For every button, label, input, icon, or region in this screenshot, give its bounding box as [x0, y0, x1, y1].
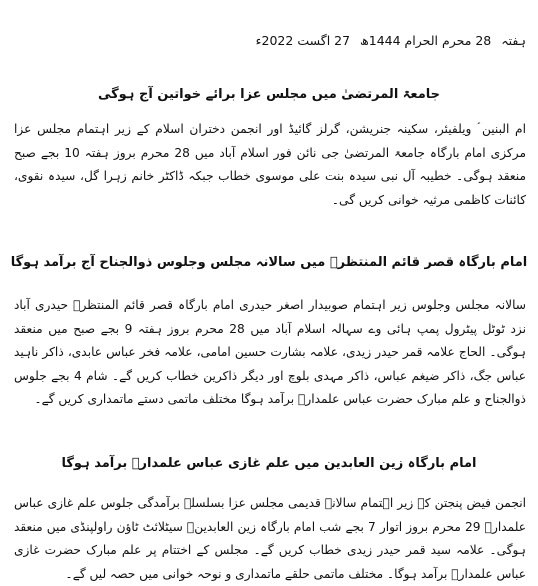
article-3-heading: امام بارگاہ زین العابدین میں علم غازی عباس علمدارؑ برآمد ہوگا [61, 456, 477, 471]
article-3-body: انجمن فیض پنجتن کے زیر اہتمام سالانہ قدیمی مجلس عزا بسلسلہ برآمدگی جلوس علم غازی عباس علمدارؑ 29 محرم بروز اتوار 7 بجے شب امام بارگاہ زین العابدینؑ سیٹلائٹ ٹاؤن راولپنڈی میں منعقد ہوگی۔ علامہ سید قمر حیدر زیدی خطاب کریں گے۔ مجلس کے اختتام پر علم مبارک حضرت غازی عباس علمدارؑ برآمد ہوگا۔ مختلف ماتمی حلقے ماتمداری و نوحہ خوانی میں حصہ لیں گے۔ [14, 496, 526, 581]
dateline-day: ہفتہ [501, 33, 526, 48]
dateline [250, 32, 526, 50]
dateline-gregorian-date: 27 اگست 2022ء [255, 33, 351, 48]
article-1-body: ام البنین ؑ ویلفیئر، سکینہ جنریشن، گرلز گائیڈ اور انجمن دختران اسلام کے زیر اہتمام مجلس عزا مرکزی امام بارگاہ جامعۃ المرتضیٰ جی نائن فور اسلام آباد میں 28 محرم بروز ہفتہ 10 بجے صبح منعقد ہوگی۔ خطیبہ آل نبی سیدہ بنت علی موسوی خطاب جبکہ ڈاکٹر خانم زہرا گل، سیدہ نقوی، کائنات کاظمی مرثیہ خوانی کریں گی۔ [14, 122, 526, 207]
article-2-heading: امام بارگاہ قصر قائم المنتظرؑ میں سالانہ مجلس وجلوس ذوالجناح آج برآمد ہوگا [10, 255, 528, 270]
dateline-hijri-date: 28 محرم الحرام 1444ھ [360, 33, 492, 48]
article-2-body: سالانہ مجلس وجلوس زیر اہتمام صوبیدار اصغر حیدری امام بارگاہ قصر قائم المنتظرؑ حیدری آباد نزد ٹوٹل پیٹرول پمپ ہائی وے سہالہ اسلام آباد میں 28 محرم بروز ہفتہ 9 بجے صبح میں منعقد ہوگی۔ الحاج علامہ قمر حیدر زیدی، علامہ بشارت حسین امامی، علامہ فخر عباس عابدی، ذاکر ناہید عباس جگ، ذاکر ضیغم عباس، ذاکر مہدی بلوچ اور دیگر ذاکرین خطاب کریں گے۔ شام 4 بجے جلوس ذوالجناح و علم مبارک حضرت عباس علمدارؑ برآمد ہوگا مختلف ماتمی دستے ماتمداری کریں گے۔ [14, 298, 526, 406]
article-1-heading: جامعۃ المرتضیٰ میں مجلس عزا برائے خواتین آج ہوگی [97, 87, 441, 102]
